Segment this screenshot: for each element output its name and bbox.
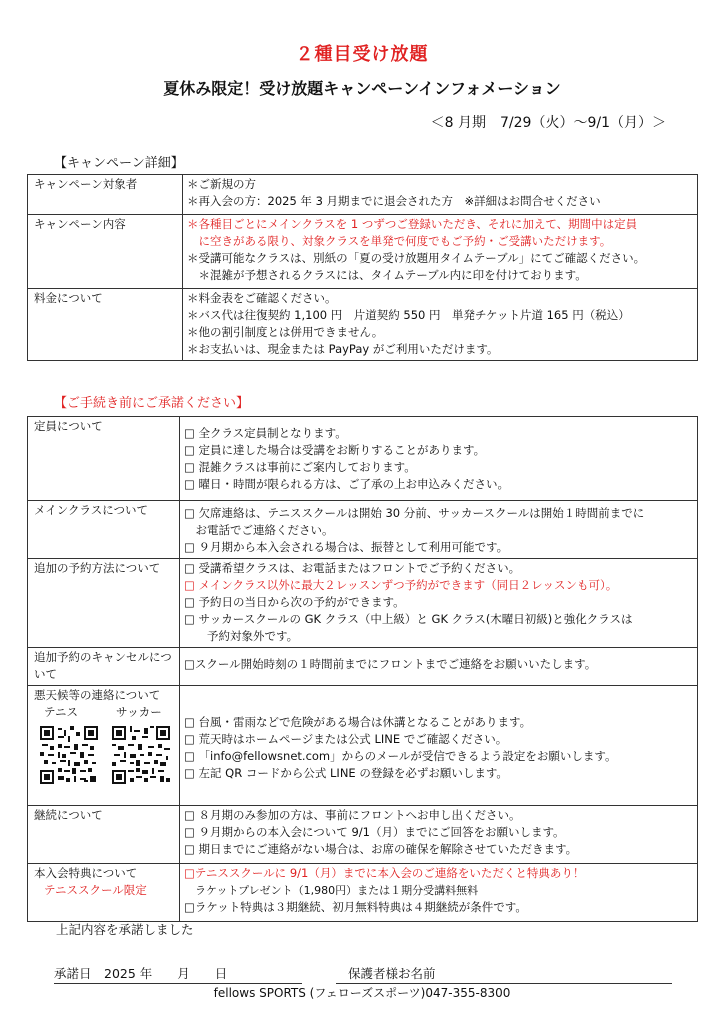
- soccer-label: サッカー: [116, 705, 162, 719]
- agreement-date-label: 承諾日 2025 年 月 日: [54, 966, 228, 981]
- checklist-item: □ 左記 QR コードから公式 LINE の登録を必ずお願いします。: [184, 766, 508, 780]
- checklist-item: □ 受講希望クラスは、お電話またはフロントでご予約ください。: [184, 561, 521, 575]
- checklist-item: □ ９月期からの本入会について 9/1（月）までにご回答をお願いします。: [184, 825, 565, 839]
- checklist-item: □ サッカースクールの GK クラス（中上級）と GK クラス(木曜日初級)と強化クラスは: [184, 612, 633, 626]
- campaign-period: ＜8 月期 7/29（火）～9/1（月）＞: [430, 115, 666, 131]
- row-label-cell: [28, 864, 180, 922]
- table-row: [28, 215, 698, 289]
- consent-table: [27, 416, 698, 922]
- row-content: [180, 686, 698, 806]
- campaign-table: [27, 174, 698, 361]
- checklist-item: お電話でご連絡ください。: [184, 523, 334, 537]
- row-label: 追加の予約方法について: [28, 559, 180, 648]
- row-line: ＊各種目ごとにメインクラスを 1 つずつご登録いただき、それに加えて、期間中は定員: [187, 217, 638, 231]
- row-label: 継続について: [28, 806, 180, 864]
- agreement-date-field[interactable]: [54, 964, 302, 984]
- agreement-statement: 上記内容を承諾しました: [56, 922, 194, 937]
- row-content: [180, 864, 698, 922]
- guardian-name-field[interactable]: [336, 964, 672, 984]
- row-label: メインクラスについて: [28, 501, 180, 559]
- checklist-item: □スクール開始時刻の１時間前までにフロントまでご連絡をお願いいたします。: [184, 657, 597, 671]
- table-row: [28, 501, 698, 559]
- row-line: ＊料金表をご確認ください。: [187, 291, 337, 305]
- table-row: [28, 686, 698, 806]
- row-content: [183, 215, 698, 289]
- row-content: [183, 289, 698, 361]
- row-line: ＊受講可能なクラスは、別紙の「夏の受け放題用タイムテーブル」にてご確認ください。: [187, 251, 646, 265]
- row-label: 本入会特典について: [34, 866, 138, 880]
- checklist-item: □ 欠席連絡は、テニススクールは開始 30 分前、サッカースクールは開始１時間前までに: [184, 506, 645, 520]
- checklist-item: □ 「info@fellowsnet.com」からのメールが受信できるよう設定をお願いします。: [184, 749, 617, 763]
- row-line: に空きがある限り、対象クラスを単発で何度でもご予約・ご受講いただけます。: [187, 234, 612, 248]
- campaign-section-title: 【キャンペーン詳細】: [54, 156, 184, 171]
- row-content: [183, 175, 698, 215]
- checklist-item: □ メインクラス以外に最大２レッスンずつ予約ができます（同日２レッスンも可）。: [184, 578, 618, 592]
- row-line: ＊再入会の方：2025 年 3 月期までに退会された方 ※詳細はお問合せください: [187, 194, 601, 208]
- company-contact: fellows SPORTS (フェローズスポーツ)047-355-8300: [213, 986, 511, 1000]
- flyer-title-red: ２種目受け放題: [295, 44, 429, 65]
- row-content: [180, 559, 698, 648]
- row-label: 料金について: [28, 289, 183, 361]
- tennis-qr-code-icon[interactable]: [40, 726, 98, 784]
- checklist-item: □ ９月期から本入会される場合は、振替として利用可能です。: [184, 540, 509, 554]
- row-label-cell: [28, 686, 180, 806]
- row-content: [180, 648, 698, 686]
- checklist-item: □ 期日までにご連絡がない場合は、お席の確保を解除させていただきます。: [184, 842, 578, 856]
- checklist-item: □ 曜日・時間が限られる方は、ご了承の上お申込みください。: [184, 477, 510, 491]
- row-content: [180, 501, 698, 559]
- row-line: ＊バス代は往復契約 1,100 円 片道契約 550 円 単発チケット片道 165 円（税込）: [187, 308, 630, 322]
- row-label: 定員について: [28, 417, 180, 501]
- table-row: [28, 175, 698, 215]
- checklist-item: □ 台風・雷雨などで危険がある場合は休講となることがあります。: [184, 715, 532, 729]
- guardian-name-label: 保護者様お名前: [348, 966, 436, 981]
- checklist-item: □ 荒天時はホームページまたは公式 LINE でご確認ください。: [184, 732, 508, 746]
- table-row: [28, 864, 698, 922]
- checklist-item: □ 定員に達した場合は受講をお断りすることがあります。: [184, 443, 486, 457]
- row-label: 悪天候等の連絡について: [34, 688, 161, 702]
- table-row: [28, 806, 698, 864]
- checklist-item: □ 予約日の当日から次の予約ができます。: [184, 595, 405, 609]
- consent-section-title: 【ご手続き前にご承諾ください】: [54, 396, 250, 411]
- checklist-item: □ ８月期のみ参加の方は、事前にフロントへお申し出ください。: [184, 808, 521, 822]
- checklist-item: 予約対象外です。: [184, 629, 299, 643]
- row-content: [180, 417, 698, 501]
- table-row: [28, 559, 698, 648]
- row-label: キャンペーン対象者: [28, 175, 183, 215]
- row-label: 追加予約のキャンセルについて: [28, 648, 180, 686]
- table-row: [28, 289, 698, 361]
- checklist-item: □ 混雑クラスは事前にご案内しております。: [184, 460, 416, 474]
- tennis-label: テニス: [44, 705, 79, 719]
- soccer-qr-code-icon[interactable]: [112, 726, 170, 784]
- row-line: ＊他の割引制度とは併用できません。: [187, 325, 384, 339]
- row-label: キャンペーン内容: [28, 215, 183, 289]
- checklist-item: □ラケット特典は３期継続、初月無料特典は４期継続が条件です。: [184, 900, 527, 914]
- table-row: [28, 648, 698, 686]
- checklist-item: □ 全クラス定員制となります。: [184, 426, 347, 440]
- row-line: ＊ご新規の方: [187, 177, 256, 191]
- row-content: [180, 806, 698, 864]
- table-row: [28, 417, 698, 501]
- checklist-item: □テニススクールに 9/1（月）までに本入会のご連絡をいただくと特典あり！: [184, 866, 585, 880]
- flyer-title-main: 夏休み限定！受け放題キャンペーンインフォメーション: [163, 79, 561, 98]
- row-line: ＊お支払いは、現金または PayPay がご利用いただけます。: [187, 342, 499, 356]
- tennis-only-label: テニススクール限定: [44, 883, 147, 897]
- row-line: ＊混雑が予想されるクラスには、タイムテーブル内に印を付けております。: [187, 268, 587, 282]
- checklist-item: ラケットプレゼント（1,980円）または１期分受講料無料: [184, 884, 479, 897]
